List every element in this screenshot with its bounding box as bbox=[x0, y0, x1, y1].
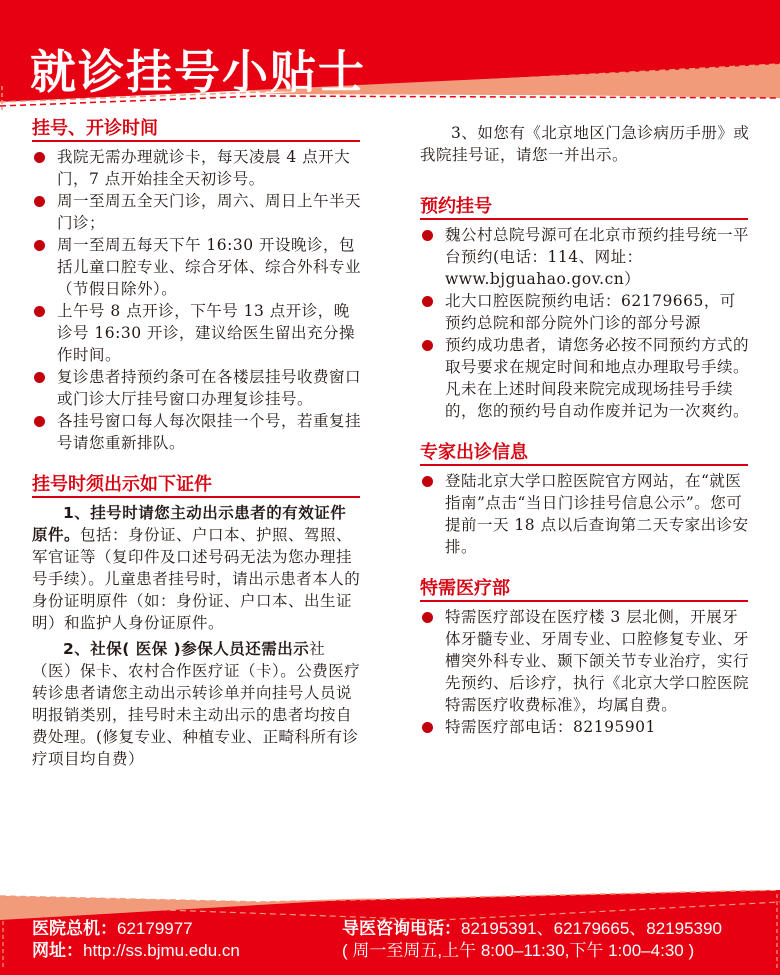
list-item: 预约成功患者，请您务必按不同预约方式的取号要求在规定时间和地点办理取号手续。凡未在上述时间段来院完成现场挂号手续的，您的预约号自动作废并记为一次爽约。 bbox=[420, 334, 750, 422]
left-column bbox=[32, 118, 362, 770]
bullet-icon bbox=[422, 340, 433, 351]
bullet-icon bbox=[34, 196, 45, 207]
list-item: 我院无需办理就诊卡，每天凌晨 4 点开大门，7 点开始挂全天初诊号。 bbox=[32, 146, 362, 190]
right-column bbox=[420, 118, 750, 738]
bullet-icon bbox=[34, 240, 45, 251]
hours-line: ( 周一至周五,上午 8:00–11:30,下午 1:00–4:30 ) bbox=[342, 941, 695, 960]
page-title: 就诊挂号小贴士 bbox=[30, 45, 366, 99]
list-item: 上午号 8 点开诊，下午号 13 点开诊，晚诊号 16:30 开诊，建议给医生留出充分操作时间。 bbox=[32, 300, 362, 366]
list-item: 复诊患者持预约条可在各楼层挂号收费窗口或门诊大厅挂号窗口办理复诊挂号。 bbox=[32, 366, 362, 410]
hours-list bbox=[32, 146, 362, 454]
bullet-icon bbox=[422, 230, 433, 241]
footer-contact-left bbox=[32, 918, 240, 962]
list-item: 各挂号窗口每人每次限挂一个号，若重复挂号请您重新排队。 bbox=[32, 410, 362, 454]
appointment-list bbox=[420, 224, 750, 422]
consult-line: 导医咨询电话：82195391、62179665、82195390 bbox=[342, 919, 722, 939]
section-title-documents: 挂号时须出示如下证件 bbox=[32, 474, 360, 498]
bullet-icon bbox=[34, 372, 45, 383]
section-title-vip-dept: 特需医疗部 bbox=[420, 578, 748, 602]
list-item: 特需医疗部设在医疗楼 3 层北侧，开展牙体牙髓专业、牙周专业、口腔修复专业、牙槽突外科专业、颞下颌关节专业治疗，实行先预约、后诊疗，执行《北京大学口腔医院特需医疗收费标准》，均属自费。 bbox=[420, 606, 750, 716]
list-item: 周一至周五全天门诊，周六、周日上午半天门诊； bbox=[32, 190, 362, 234]
bullet-icon bbox=[422, 296, 433, 307]
website-link[interactable]: http://ss.bjmu.edu.cn bbox=[83, 941, 240, 960]
bullet-icon bbox=[34, 152, 45, 163]
experts-list bbox=[420, 470, 750, 558]
section-title-experts: 专家出诊信息 bbox=[420, 442, 748, 466]
bullet-icon bbox=[34, 306, 45, 317]
switchboard-line: 医院总机：62179977 bbox=[32, 919, 193, 939]
section-title-hours: 挂号、开诊时间 bbox=[32, 118, 360, 142]
documents-para-1: 1、挂号时请您主动出示患者的有效证件原件。包括：身份证、户口本、护照、驾照、军官证等（复印件及口述号码无法为您办理挂号手续）。儿童患者挂号时，请出示患者本人的身份证明原件（如：身份证、户口本、出生证明）和监护人身份证原件。 bbox=[32, 504, 361, 632]
website-line: 网址：http://ss.bjmu.edu.cn bbox=[32, 941, 240, 961]
documents-para-2: 2、社保( 医保 )参保人员还需出示社（医）保卡、农村合作医疗证（卡）。公费医疗转诊患者请您主动出示转诊单并向挂号人员说明报销类别，挂号时未主动出示的患者均按自费处理。(修复专业、种植专业、正畸科所有诊疗项目均自费） bbox=[32, 640, 361, 768]
bullet-icon bbox=[422, 722, 433, 733]
footer-contact-right bbox=[342, 918, 722, 962]
documents-para-3: 3、如您有《北京地区门急诊病历手册》或我院挂号证，请您一并出示。 bbox=[420, 124, 750, 164]
list-item: 特需医疗部电话：82195901 bbox=[420, 716, 750, 738]
list-item: 周一至周五每天下午 16:30 开设晚诊，包括儿童口腔专业、综合牙体、综合外科专业（节假日除外）。 bbox=[32, 234, 362, 300]
header-banner bbox=[0, 0, 780, 120]
list-item: 登陆北京大学口腔医院官方网站，在“就医指南”点击“当日门诊挂号信息公示”。您可提前一天 18 点以后查询第二天专家出诊安排。 bbox=[420, 470, 750, 558]
section-title-appointment: 预约挂号 bbox=[420, 196, 748, 220]
vip-dept-list bbox=[420, 606, 750, 738]
bullet-icon bbox=[422, 476, 433, 487]
bullet-icon bbox=[422, 612, 433, 623]
bullet-icon bbox=[34, 416, 45, 427]
list-item: 魏公村总院号源可在北京市预约挂号统一平台预约(电话：114、网址：www.bjguahao.gov.cn） bbox=[420, 224, 750, 290]
list-item: 北大口腔医院预约电话：62179665，可预约总院和部分院外门诊的部分号源 bbox=[420, 290, 750, 334]
footer-banner bbox=[0, 890, 780, 975]
